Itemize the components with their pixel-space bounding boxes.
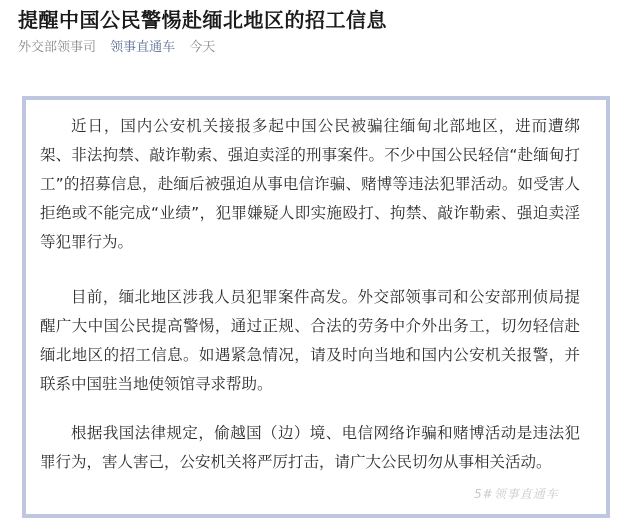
image-watermark: 5#领事直通车 — [474, 487, 559, 501]
notice-paragraph-3: 根据我国法律规定，偷越国（边）境、电信网络诈骗和赌博活动是违法犯罪行为，害人害己，公安机关将严厉打击，请广大公民切勿从事相关活动。 — [40, 424, 580, 471]
article-meta — [18, 38, 225, 58]
publish-time: 今天 — [189, 40, 216, 55]
notice-paragraph-2: 目前，缅北地区涉我人员犯罪案件高发。外交部领事司和公安部刑侦局提醒广大中国公民提高警惕，通过正规、合法的劳务中介外出务工，切勿轻信赴缅北地区的招工信息。如遇紧急情况，请及时向当地和国内公安机关报警，并联系中国驻当地使领馆寻求帮助。 — [40, 288, 580, 393]
article-source: 外交部领事司 — [18, 40, 97, 55]
article-title: 提醒中国公民警惕赴缅北地区的招工信息 — [18, 8, 387, 32]
notice-paragraph-1: 近日，国内公安机关接报多起中国公民被骗往缅甸北部地区，进而遭绑架、非法拘禁、敲诈勒索、强迫卖淫的刑事案件。不少中国公民轻信“赴缅甸打工”的招募信息，赴缅后被强迫从事电信诈骗、赌博等违法犯罪活动。如受害人拒绝或不能完成“业绩”，犯罪嫌疑人即实施殴打、拘禁、敲诈勒索、强迫卖淫等犯罪行为。 — [40, 117, 580, 251]
account-name-link[interactable]: 领事直通车 — [110, 40, 176, 55]
